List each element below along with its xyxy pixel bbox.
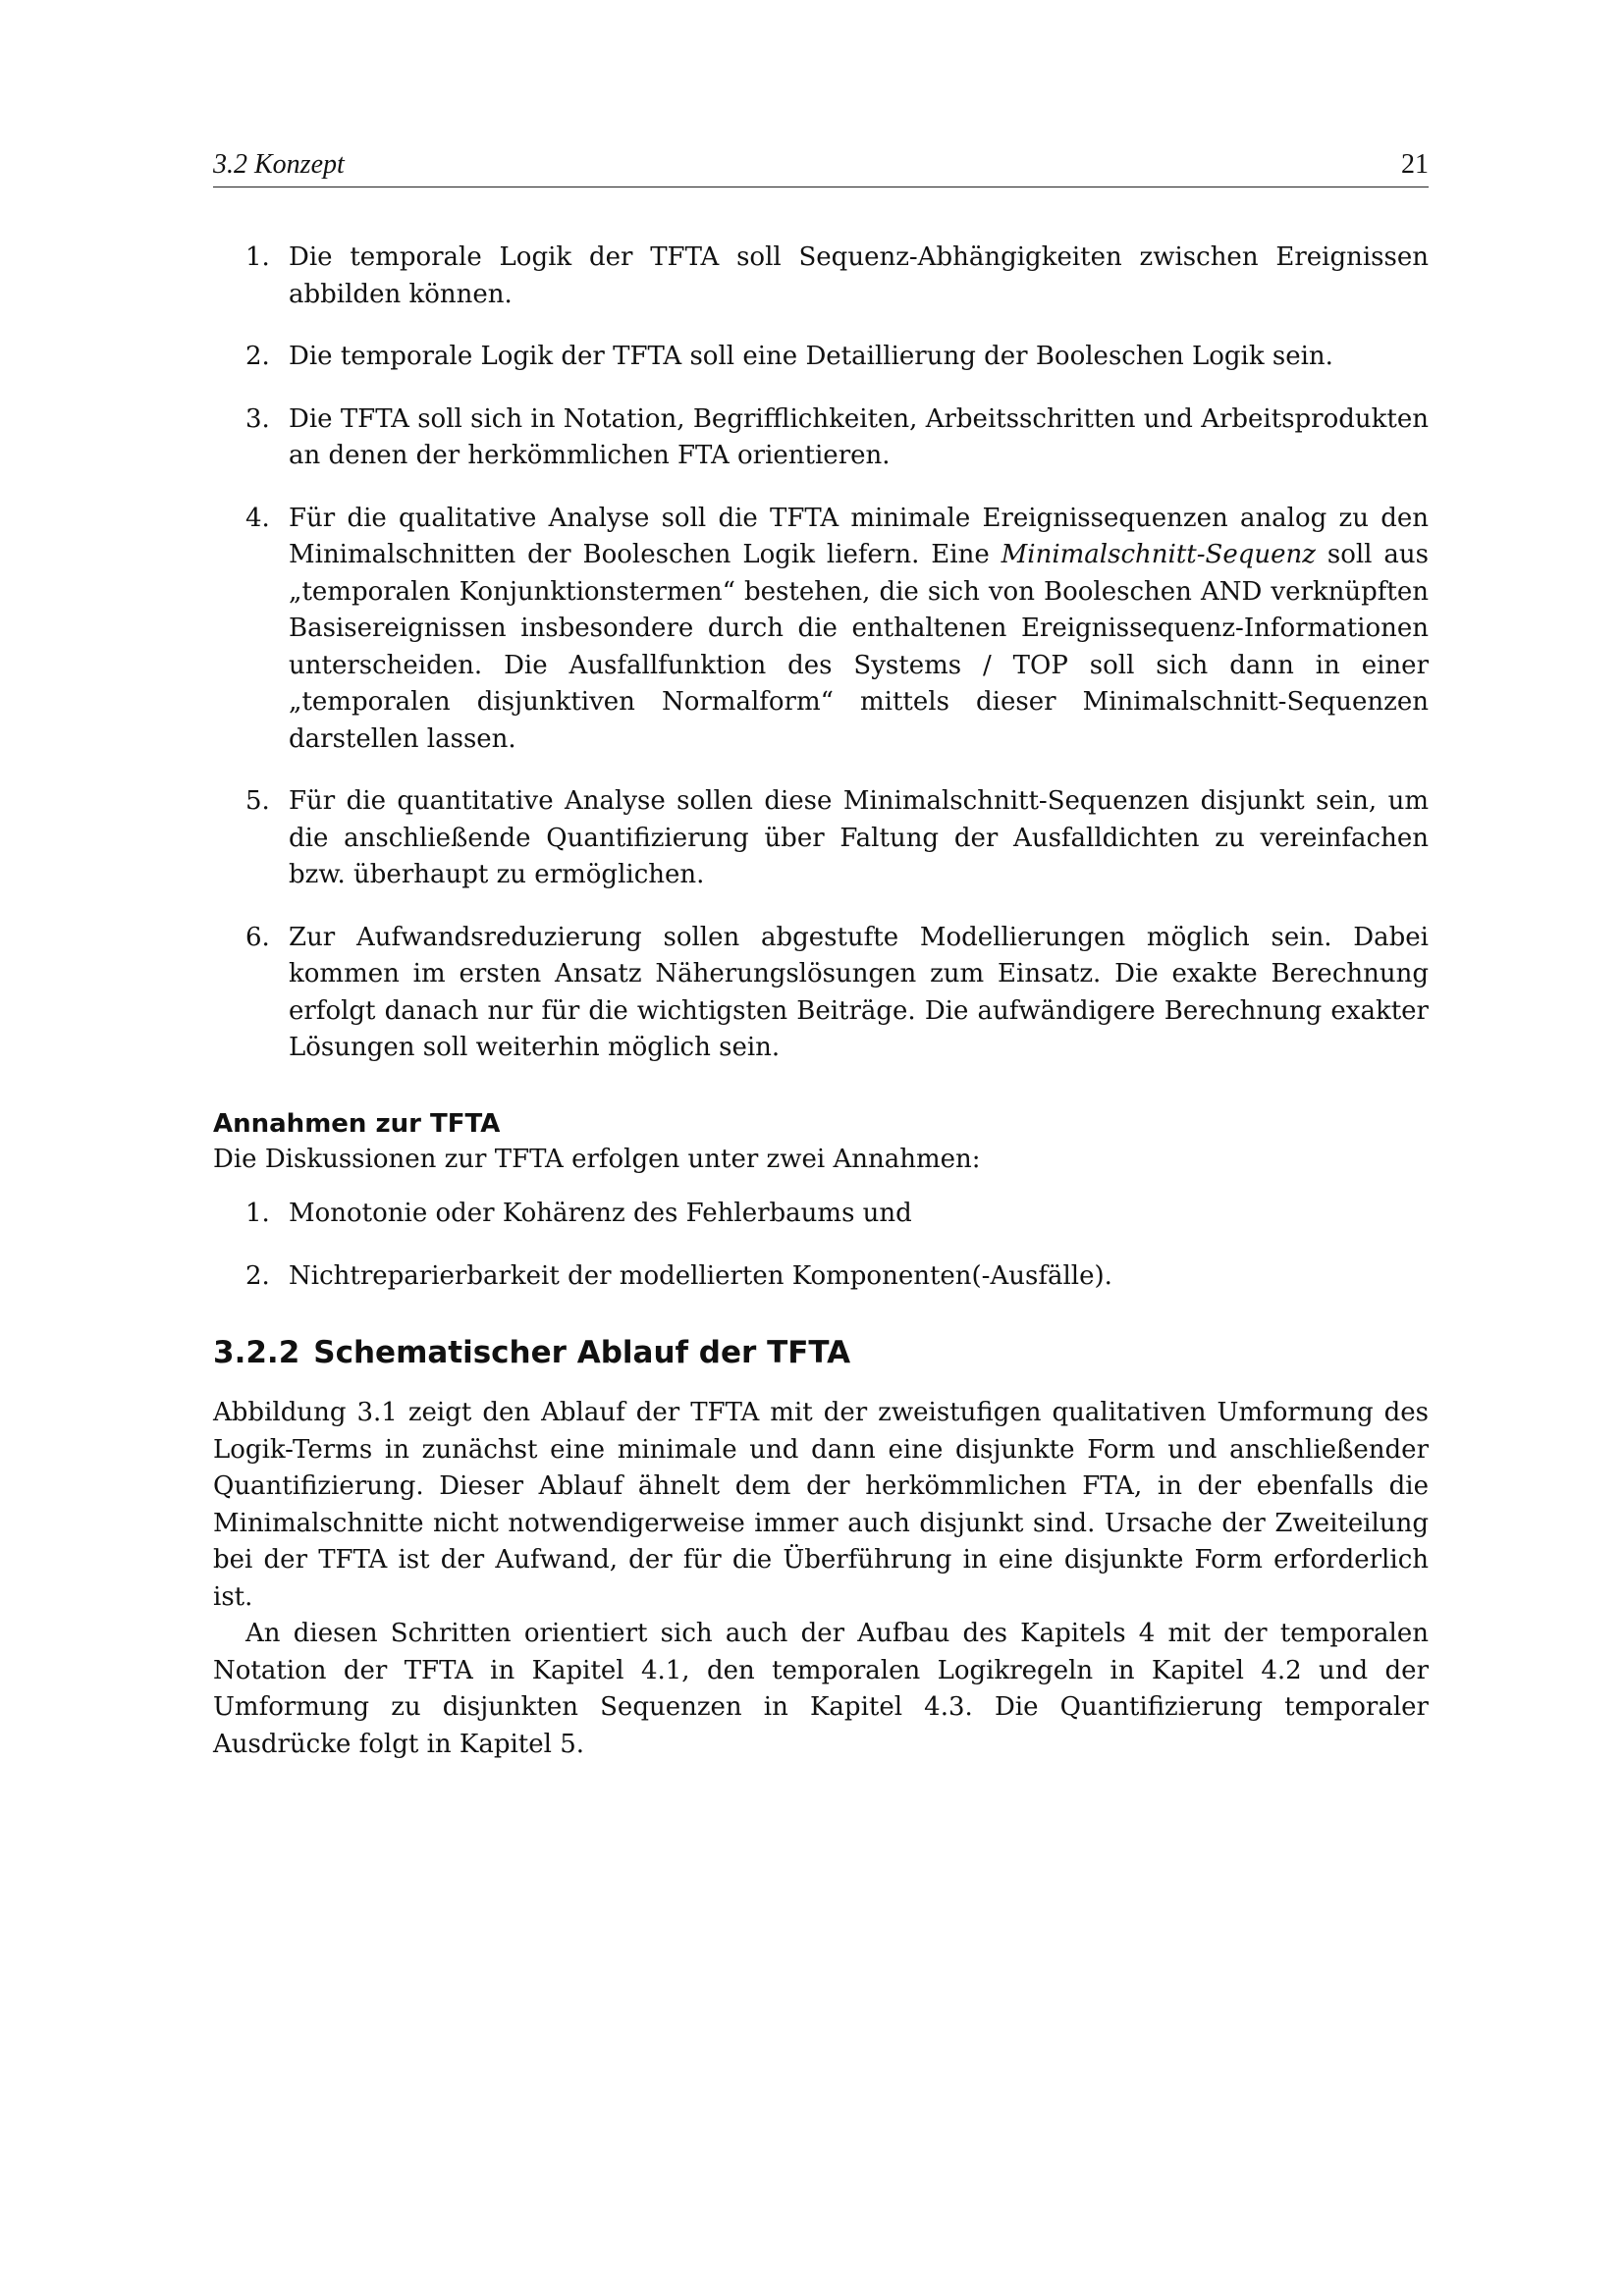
section-title: Schematischer Ablauf der TFTA	[313, 1335, 851, 1370]
list-number: 4.	[245, 503, 270, 533]
requirement-item	[213, 920, 1429, 1067]
assumptions-intro: Die Diskussionen zur TFTA erfolgen unter zwei Annahmen:	[213, 1144, 981, 1174]
assumption-text: Nichtreparierbarkeit der modellierten Komponenten(-Ausfälle).	[289, 1260, 1112, 1291]
assumptions-list	[213, 1196, 1429, 1295]
assumption-item	[213, 1258, 1429, 1296]
assumption-item	[213, 1196, 1429, 1233]
list-number: 1.	[245, 242, 270, 272]
requirement-item	[213, 783, 1429, 894]
list-number: 6.	[245, 922, 270, 952]
header-section-title: 3.2 Konzept	[213, 149, 345, 180]
list-number: 1.	[245, 1199, 270, 1228]
running-header	[213, 145, 1429, 187]
list-number: 2.	[245, 342, 270, 371]
section-paragraph: Abbildung 3.1 zeigt den Ablauf der TFTA mit der zweistufigen qualitativen Umformung des Logik-Terms in zunächst eine minimale und dann eine disjunkte Form und anschließender Quantifizierung. Dieser Ablauf ähnelt dem der herkömmlichen FTA, in der ebenfalls die Minimalschnitte nicht notwendigerweise immer auch disjunkt sind. Ursache der Zweiteilung bei der TFTA ist der Aufwand, der für die Überführung in eine disjunkte Form erforderlich ist.	[213, 1398, 1429, 1612]
requirement-item	[213, 401, 1429, 475]
page-number: 21	[1401, 149, 1429, 180]
requirement-item	[213, 240, 1429, 313]
main-content	[213, 240, 1429, 1763]
requirement-item	[213, 339, 1429, 376]
requirement-text: Für die quantitative Analyse sollen diese Minimalschnitt-Sequenzen disjunkt sein, um die anschließende Quantifizierung über Faltung der Ausfalldichten zu vereinfachen bzw. überhaupt zu ermöglichen.	[289, 786, 1429, 889]
requirements-list	[213, 240, 1429, 1067]
section-number: 3.2.2	[213, 1335, 300, 1370]
section-paragraph: An diesen Schritten orientiert sich auch der Aufbau des Kapitels 4 mit der temporalen Notation der TFTA in Kapitel 4.1, den temporalen Logikregeln in Kapitel 4.2 und der Umformung zu disjunkten Sequenzen in Kapitel 4.3. Die Quantifizierung temporaler Ausdrücke folgt in Kapitel 5.	[213, 1619, 1429, 1759]
requirement-item	[213, 501, 1429, 759]
requirement-text: Die TFTA soll sich in Notation, Begrifflichkeiten, Arbeitsschritten und Arbeitsprodukten an denen der herkömmlichen FTA orientieren.	[289, 403, 1429, 470]
list-number: 2.	[245, 1260, 270, 1291]
section-heading	[213, 1332, 1429, 1373]
requirement-text: Die temporale Logik der TFTA soll Sequenz-Abhängigkeiten zwischen Ereignissen abbilden können.	[289, 242, 1429, 309]
requirement-text-part: soll aus „temporalen Konjunktionstermen“ bestehen, die sich von Booleschen AND verknüpften Basisereignissen insbesondere durch die enthaltenen Ereignissequenz-Informationen unterscheiden. Die Ausfallfunktion des Systems / TOP soll sich dann in einer „temporalen disjunktiven Normalform“ mittels dieser Minimalschnitt-Sequenzen darstellen lassen.	[289, 540, 1429, 754]
assumption-text: Monotonie oder Kohärenz des Fehlerbaums und	[289, 1199, 912, 1228]
requirement-term-italic: Minimalschnitt-Sequenz	[1001, 540, 1316, 569]
requirement-text: Zur Aufwandsreduzierung sollen abgestufte Modellierungen möglich sein. Dabei kommen im ersten Ansatz Näherungslösungen zum Einsatz. Die exakte Berechnung erfolgt danach nur für die wichtigsten Beiträge. Die aufwändigere Berechnung exakter Lösungen soll weiterhin möglich sein.	[289, 922, 1429, 1062]
requirement-text-part: Für die qualitative Analyse soll die TFTA minimale Ereignissequenzen analog zu den Minimalschnitten der Booleschen Logik liefern. Eine	[289, 503, 1429, 569]
list-number: 5.	[245, 786, 270, 816]
requirement-text: Die temporale Logik der TFTA soll eine Detaillierung der Booleschen Logik sein.	[289, 342, 1333, 371]
document-page	[213, 0, 1429, 2296]
list-number: 3.	[245, 403, 270, 434]
assumptions-heading: Annahmen zur TFTA	[213, 1108, 501, 1139]
